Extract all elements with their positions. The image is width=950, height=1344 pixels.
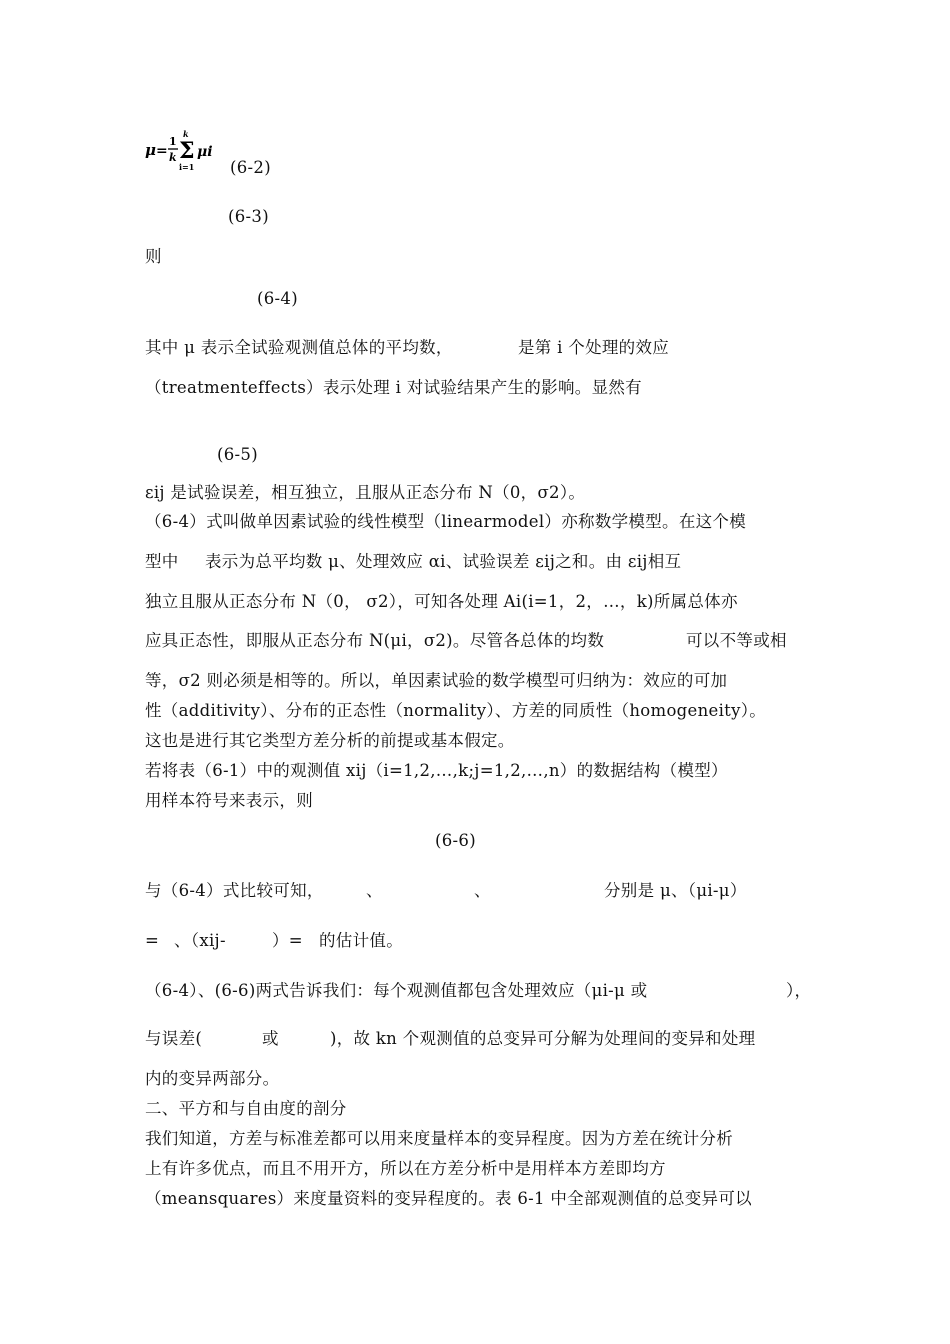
line-16c: )，故 kn 个观测值的总变异可分解为处理间的变异和处理 — [330, 1029, 756, 1048]
line-16a: 与误差( — [145, 1029, 203, 1048]
eq-label-6-4: (6-4) — [257, 289, 298, 308]
formula-denominator: k — [169, 151, 177, 164]
line-13b: 、 — [366, 881, 383, 900]
line-4: （6-4）式叫做单因素试验的线性模型（linearmodel）亦称数学模型。在这个模 — [145, 512, 747, 531]
line-2: （treatmenteffects）表示处理 i 对试验结果产生的影响。显然有 — [145, 378, 642, 397]
line-14b: 、（xij- — [174, 931, 226, 950]
sum-lower-limit: i=1 — [179, 162, 195, 172]
line-15a: （6-4）、(6-6)两式告诉我们：每个观测值都包含处理效应（μi-μ 或 — [145, 981, 648, 1000]
formula-eq: = — [156, 143, 168, 159]
sum-upper-limit: k — [183, 129, 189, 139]
line-7a: 应具正态性，即服从正态分布 N(μi，σ2)。尽管各总体的均数 — [145, 631, 605, 650]
line-19: 我们知道，方差与标准差都可以用来度量样本的变异程度。因为方差在统计分析 — [145, 1129, 733, 1148]
line-6: 独立且服从正态分布 N（0， σ2），可知各处理 Ai(i=1，2，…，k)所属总体亦 — [145, 592, 738, 611]
equation-6-2-formula — [145, 128, 223, 172]
line-13a: 与（6-4）式比较可知， — [145, 881, 324, 900]
eq-label-6-3: (6-3) — [228, 207, 269, 226]
eq-label-6-6: (6-6) — [435, 831, 476, 850]
line-21: （meansquares）来度量资料的变异程度的。表 6-1 中全部观测值的总变异可以 — [145, 1189, 752, 1208]
formula-lhs: μ — [145, 141, 156, 159]
line-12: 用样本符号来表示，则 — [145, 791, 313, 810]
line-20: 上有许多优点，而且不用开方，所以在方差分析中是用样本方差即均方 — [145, 1159, 666, 1178]
line-1a: 其中 μ 表示全试验观测值总体的平均数， — [145, 338, 453, 357]
line-13d: 分别是 μ、（μi-μ） — [604, 881, 747, 900]
line-8: 等，σ2 则必须是相等的。所以，单因素试验的数学模型可归纳为：效应的可加 — [145, 671, 728, 690]
eq-label-6-5: (6-5) — [217, 445, 258, 464]
line-11: 若将表（6-1）中的观测值 xij（i=1,2,…,k;j=1,2,…,n）的数据结构（模型） — [145, 761, 728, 780]
line-9: 性（additivity）、分布的正态性（normality）、方差的同质性（homogeneity）。 — [145, 701, 767, 720]
eq-label-6-2: (6-2) — [230, 158, 271, 177]
line-5a: 型中 — [145, 552, 179, 571]
line-17: 内的变异两部分。 — [145, 1069, 280, 1088]
formula-term: μi — [197, 144, 213, 160]
line-10: 这也是进行其它类型方差分析的前提或基本假定。 — [145, 731, 515, 750]
line-14c: ）= — [272, 931, 303, 950]
line-3: εij 是试验误差，相互独立，且服从正态分布 N（0，σ2）。 — [145, 483, 586, 502]
line-14d: 的估计值。 — [319, 931, 403, 950]
section-heading: 二、平方和与自由度的剖分 — [145, 1099, 347, 1118]
line-15b: ）， — [786, 981, 812, 1000]
line-16b: 或 — [262, 1029, 279, 1048]
line-14a: = — [145, 931, 160, 950]
then-text: 则 — [145, 247, 162, 266]
sigma-symbol: Σ — [179, 138, 195, 164]
line-1b: 是第 i 个处理的效应 — [518, 338, 670, 357]
mean-formula-svg — [145, 128, 223, 172]
line-13c: 、 — [474, 881, 491, 900]
formula-numerator: 1 — [169, 135, 177, 148]
line-5b: 表示为总平均数 μ、处理效应 αi、试验误差 εij之和。由 εij相互 — [205, 552, 682, 571]
line-7b: 可以不等或相 — [686, 631, 787, 650]
